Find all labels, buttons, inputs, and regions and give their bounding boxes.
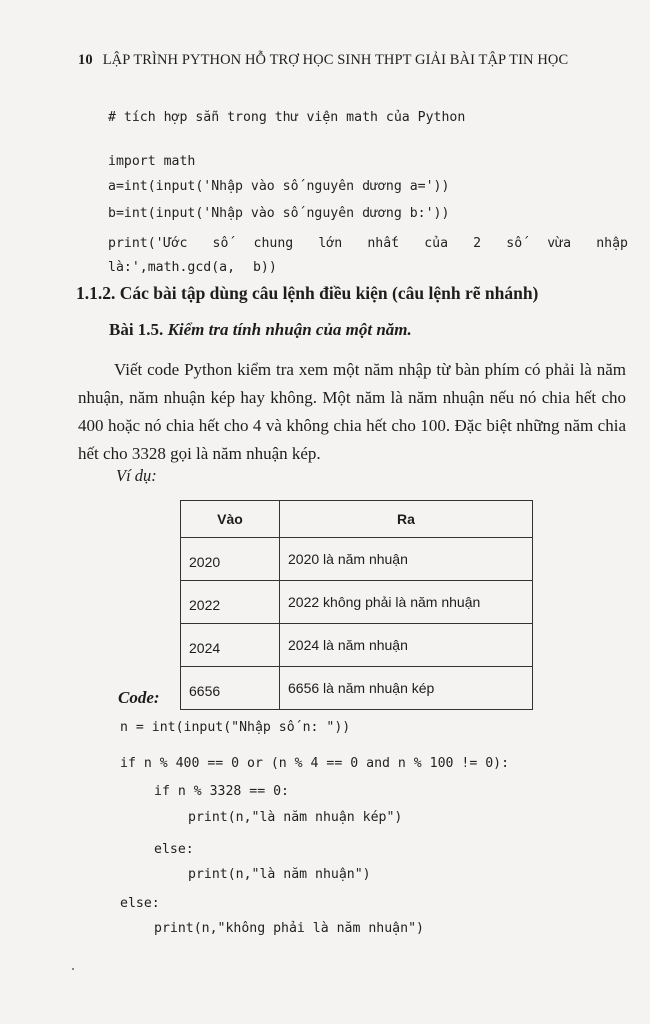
code-line: if n % 400 == 0 or (n % 4 == 0 and n % 100 != 0):	[120, 756, 510, 771]
column-header-output: Ra	[280, 501, 533, 538]
example-table	[180, 500, 533, 710]
column-header-input: Vào	[181, 501, 280, 538]
exercise-label: Bài 1.5.	[109, 320, 164, 339]
table-cell-input: 6656	[181, 667, 280, 710]
code-line: print('Ước số chung lớn nhất của 2 số vừa nhập là:',math.gcd(a, b))	[108, 236, 628, 275]
code-line: else:	[120, 896, 160, 911]
exercise-heading	[109, 320, 412, 340]
example-label: Ví dụ:	[116, 466, 157, 485]
section-title: 1.1.2. Các bài tập dùng câu lệnh điều kiện (câu lệnh rẽ nhánh)	[76, 283, 539, 303]
table-cell-output: 2024 là năm nhuận	[280, 624, 533, 667]
table-cell-input: 2024	[181, 624, 280, 667]
code-line: import math	[108, 154, 196, 169]
code-line: if n % 3328 == 0:	[154, 784, 289, 799]
code-line: a=int(input('Nhập vào số nguyên dương a='))	[108, 179, 450, 194]
table-cell-output: 2022 không phải là năm nhuận	[280, 581, 533, 624]
page-number: 10	[78, 52, 93, 68]
code-label: Code:	[118, 688, 160, 707]
table-cell-input: 2022	[181, 581, 280, 624]
running-title: LẬP TRÌNH PYTHON HỖ TRỢ HỌC SINH THPT GIẢI BÀI TẬP TIN HỌC	[102, 52, 569, 68]
code-line: b=int(input('Nhập vào số nguyên dương b:'))	[108, 206, 450, 221]
table-row	[181, 667, 533, 710]
table-cell-output: 6656 là năm nhuận kép	[280, 667, 533, 710]
print-speck	[72, 968, 74, 970]
exercise-description	[78, 356, 626, 468]
table-row	[181, 581, 533, 624]
code-line: else:	[154, 842, 194, 857]
code-line: # tích hợp sẵn trong thư viện math của Python	[108, 110, 466, 125]
table-cell-output: 2020 là năm nhuận	[280, 538, 533, 581]
code-line: print(n,"là năm nhuận")	[188, 867, 371, 882]
page-header	[78, 52, 598, 69]
table-cell-input: 2020	[181, 538, 280, 581]
code-line: n = int(input("Nhập số n: "))	[120, 720, 351, 735]
table-header-row	[181, 501, 533, 538]
table-row	[181, 538, 533, 581]
exercise-title: Kiểm tra tính nhuận của một năm.	[167, 320, 412, 339]
code-line: print(n,"không phải là năm nhuận")	[154, 921, 424, 936]
description-text: Viết code Python kiểm tra xem một năm nhập từ bàn phím có phải là năm nhuận, năm nhuận kép hay không. Một năm là năm nhuận nếu nó chia hết cho 400 hoặc nó chia hết cho 4 và không chia hết cho 100. Đặc biệt những năm chia hết cho 3328 gọi là năm nhuận kép.	[78, 360, 626, 463]
code-line: print(n,"là năm nhuận kép")	[188, 810, 403, 825]
table-row	[181, 624, 533, 667]
